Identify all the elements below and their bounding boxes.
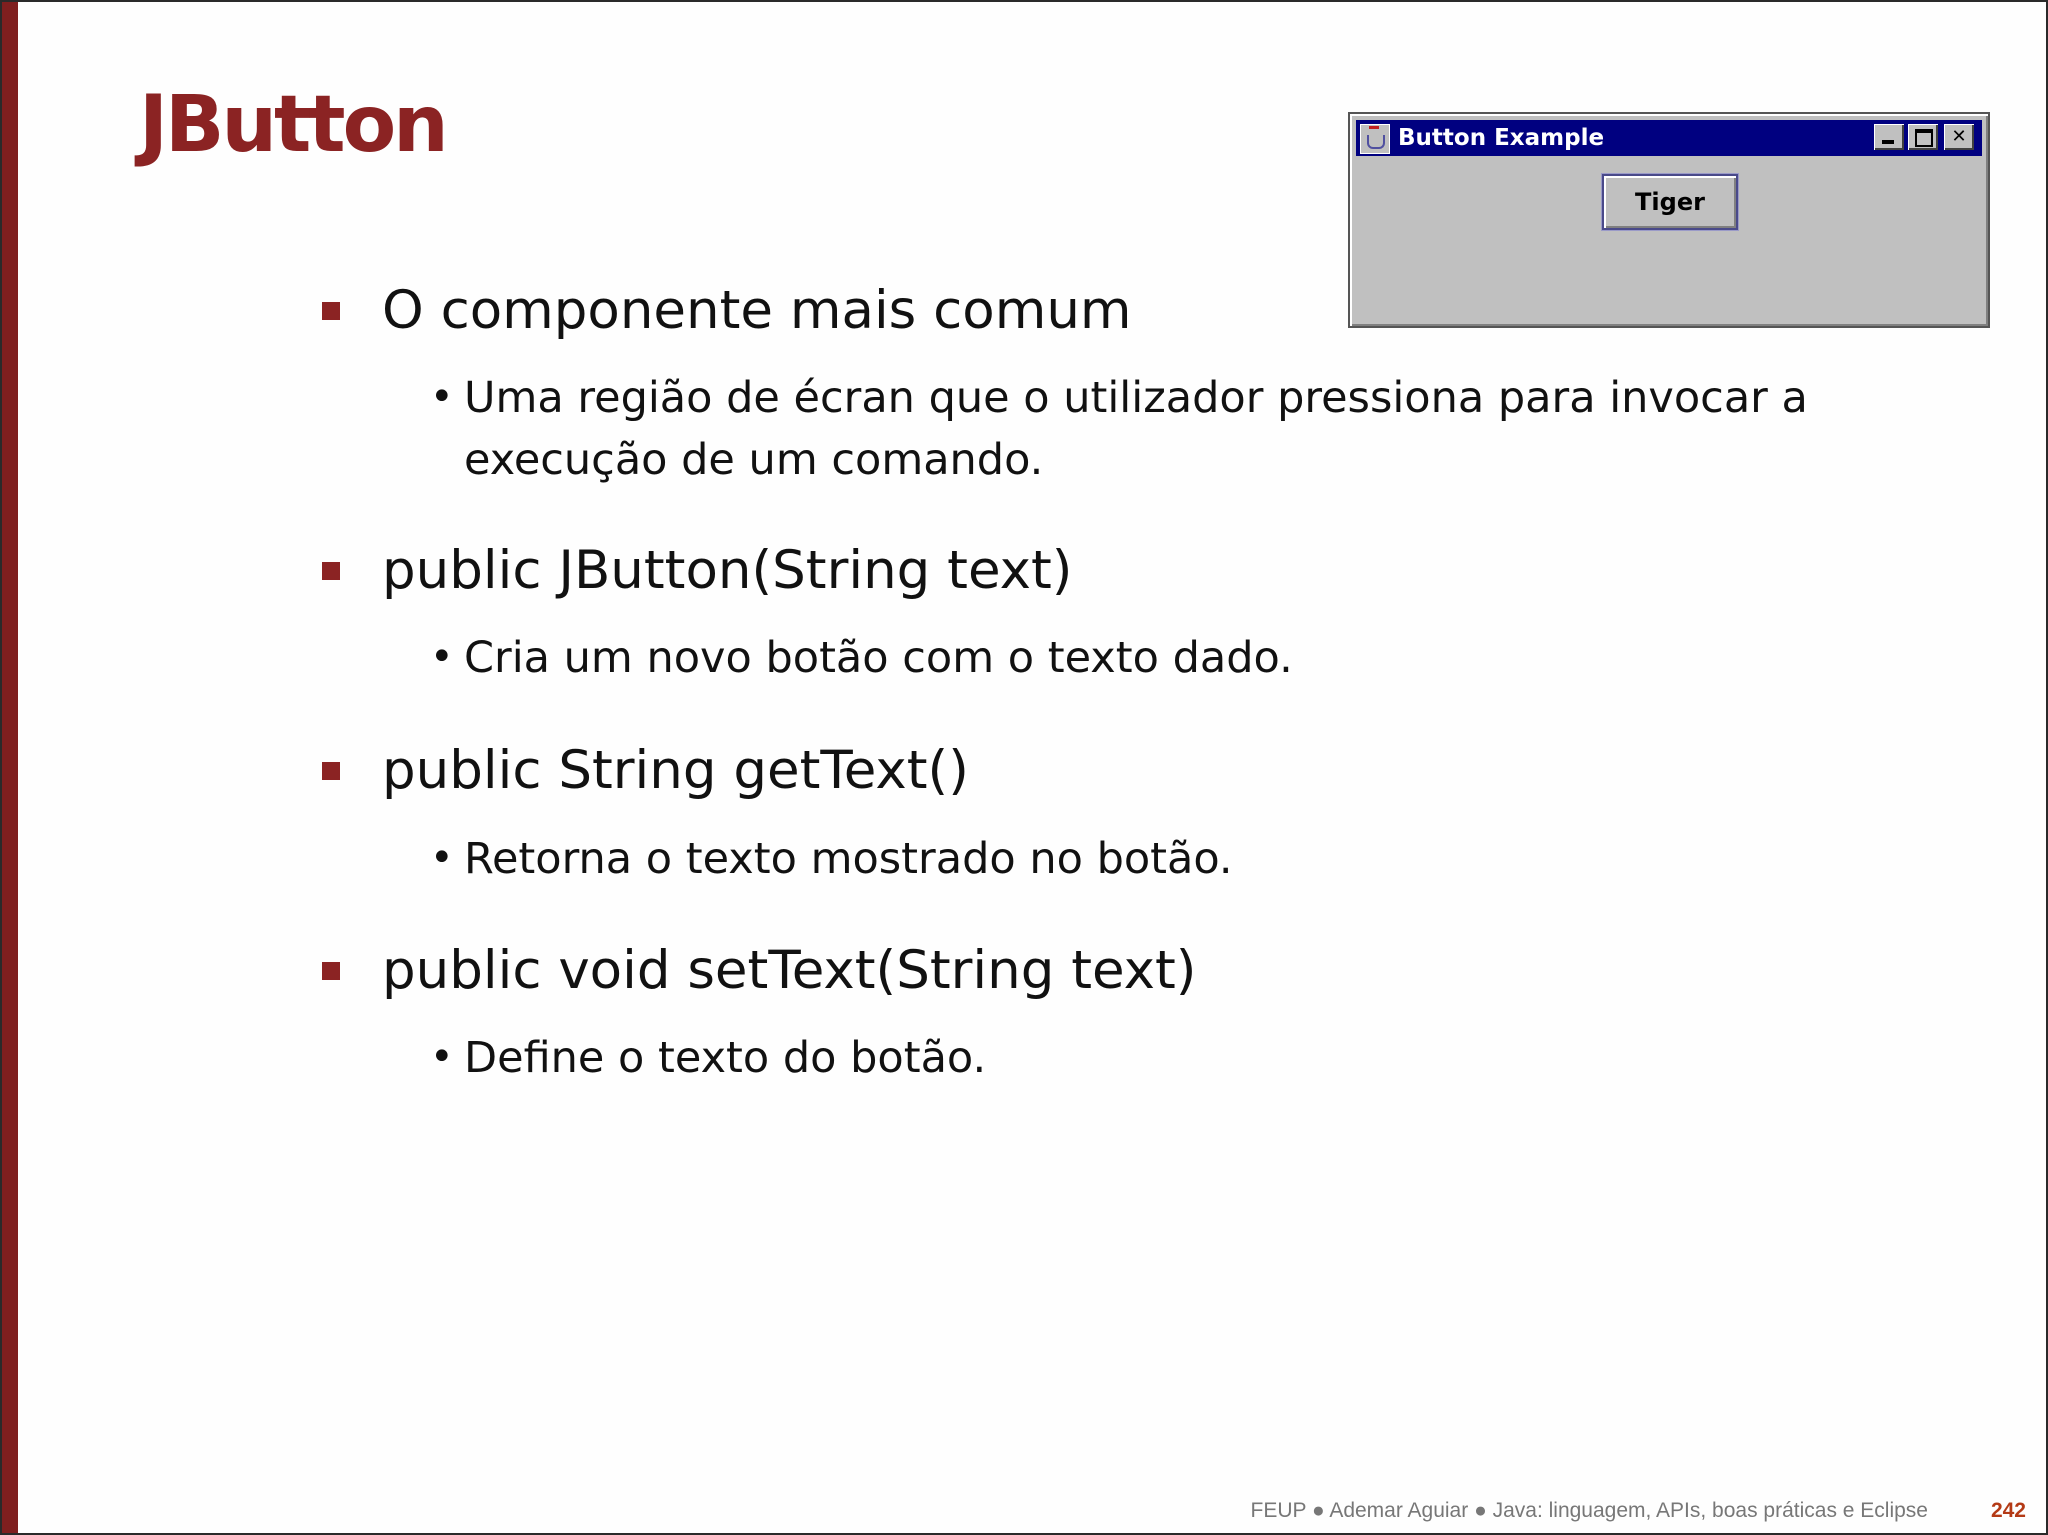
sub-bullet-item bbox=[430, 627, 1864, 689]
bullet-square-icon bbox=[322, 302, 340, 320]
bullet-text: O componente mais comum bbox=[382, 280, 1132, 341]
sub-bullet-item bbox=[430, 828, 1864, 890]
bullet-text: public void setText(String text) bbox=[382, 940, 1197, 1001]
bullet-text: public String getText() bbox=[382, 740, 969, 801]
maximize-button[interactable] bbox=[1908, 124, 1938, 150]
bullet-dot-icon: • bbox=[430, 634, 454, 680]
close-icon: ✕ bbox=[1951, 126, 1967, 147]
bullet-item bbox=[322, 538, 1072, 604]
left-accent-bar bbox=[2, 2, 18, 1533]
minimize-icon bbox=[1882, 140, 1894, 144]
bullet-item bbox=[322, 738, 969, 804]
bullet-square-icon bbox=[322, 962, 340, 980]
page-number: 242 bbox=[1990, 1499, 2026, 1522]
close-button[interactable] bbox=[1944, 124, 1974, 150]
java-cup-icon bbox=[1360, 124, 1390, 154]
sub-bullet-item bbox=[430, 367, 1864, 491]
sub-bullet-item bbox=[430, 1027, 1864, 1089]
slide-title: JButton bbox=[139, 80, 446, 170]
sub-bullet-text: Retorna o texto mostrado no botão. bbox=[464, 834, 1233, 884]
tiger-button[interactable]: Tiger bbox=[1602, 174, 1738, 230]
minimize-button[interactable] bbox=[1874, 124, 1904, 150]
bullet-square-icon bbox=[322, 762, 340, 780]
sub-bullet-text: Cria um novo botão com o texto dado. bbox=[464, 633, 1293, 683]
sub-bullet-text: Define o texto do botão. bbox=[464, 1033, 987, 1083]
bullet-dot-icon: • bbox=[430, 835, 454, 881]
window-title: Button Example bbox=[1398, 125, 1605, 151]
button-example-window bbox=[1348, 112, 1990, 328]
window-titlebar[interactable] bbox=[1356, 120, 1982, 156]
slide-footer: FEUP ● Ademar Aguiar ● Java: linguagem, APIs, boas práticas e Eclipse bbox=[1250, 1499, 1928, 1522]
bullet-dot-icon: • bbox=[430, 374, 454, 420]
bullet-item bbox=[322, 938, 1197, 1004]
sub-bullet-text: Uma região de écran que o utilizador pressiona para invocar a execução de um comando. bbox=[464, 373, 1808, 485]
bullet-item bbox=[322, 278, 1132, 344]
bullet-square-icon bbox=[322, 562, 340, 580]
bullet-text: public JButton(String text) bbox=[382, 540, 1073, 601]
maximize-icon bbox=[1915, 129, 1933, 147]
bullet-dot-icon: • bbox=[430, 1034, 454, 1080]
